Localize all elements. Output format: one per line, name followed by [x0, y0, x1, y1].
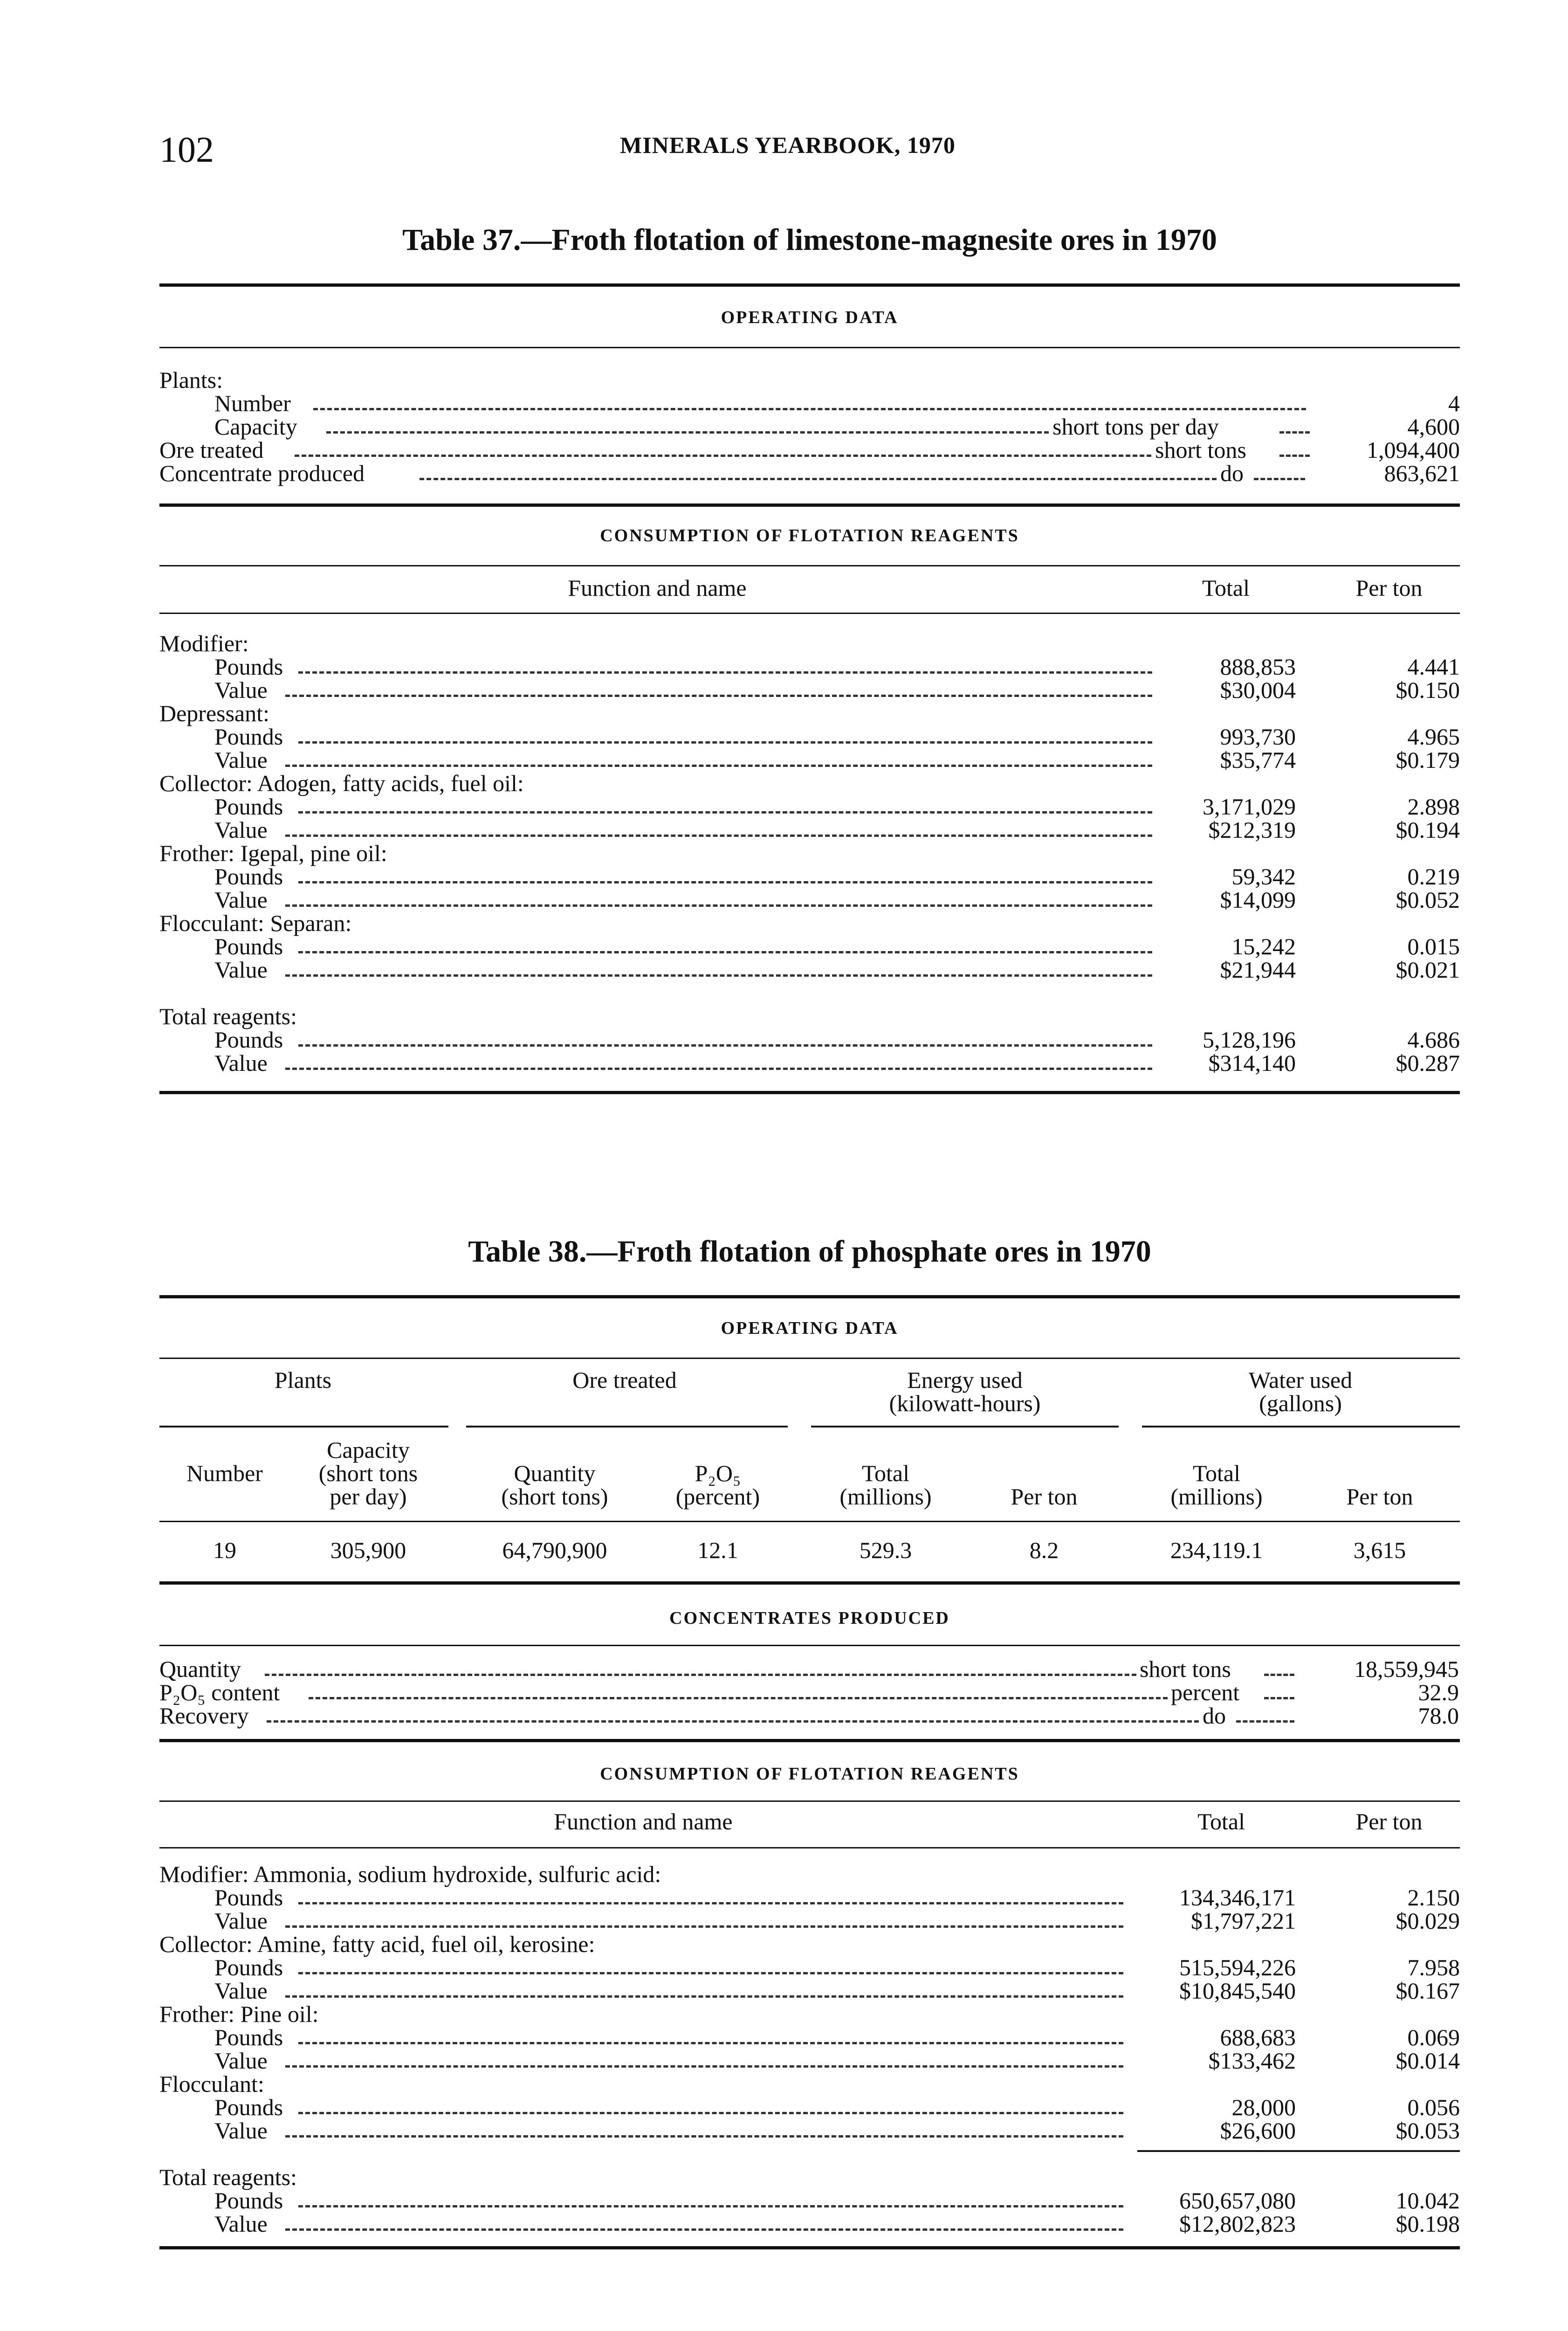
column-header: (short tons): [501, 1483, 608, 1510]
row-label: Concentrate produced: [159, 460, 365, 486]
total-cell: 59,342: [1231, 863, 1296, 890]
total-cell: $35,774: [1220, 747, 1296, 773]
pounds-label: Pounds: [214, 863, 283, 890]
group-label: Modifier: Ammonia, sodium hydroxide, sulfuric acid:: [159, 1861, 661, 1887]
value-label: Value: [214, 1978, 268, 2004]
data-cell: 3,615: [1353, 1537, 1406, 1563]
row-unit: short tons per day: [1052, 414, 1219, 440]
column-header: Number: [186, 1460, 263, 1486]
column-header: Per ton: [1346, 1483, 1413, 1510]
row-value: 1,094,400: [1367, 437, 1460, 463]
rule: [159, 1800, 1460, 1802]
data-cell: 305,900: [330, 1537, 406, 1563]
row-unit: short tons: [1140, 1656, 1231, 1682]
total-cell: 134,346,171: [1179, 1884, 1296, 1910]
group-label: Depressant:: [159, 700, 270, 726]
value-label: Value: [214, 677, 268, 703]
group-header: Plants: [274, 1367, 332, 1393]
table-38-title: Table 38.—Froth flotation of phosphate ores in 1970: [468, 1234, 1151, 1269]
group-label: Collector: Adogen, fatty acids, fuel oil:: [159, 770, 524, 796]
per-ton-cell: $0.194: [1396, 817, 1460, 843]
value-label: Value: [214, 2048, 268, 2074]
pounds-label: Pounds: [214, 793, 283, 820]
rule: [159, 1581, 1460, 1585]
total-cell: 993,730: [1220, 724, 1296, 750]
row-value: 32.9: [1418, 1679, 1459, 1705]
rule: [159, 1847, 1460, 1848]
column-header: Per ton: [1355, 575, 1423, 601]
column-header: Total: [1192, 1460, 1241, 1486]
row-unit: do: [1220, 460, 1244, 486]
column-header: (percent): [675, 1483, 760, 1510]
total-cell: $212,319: [1208, 817, 1296, 843]
rule: [159, 503, 1460, 507]
value-label: Value: [214, 817, 268, 843]
per-ton-cell: $0.198: [1396, 2211, 1460, 2237]
column-header: per day): [330, 1483, 407, 1510]
per-ton-cell: $0.014: [1396, 2048, 1460, 2074]
reagents-heading: CONSUMPTION OF FLOTATION REAGENTS: [600, 1764, 1019, 1784]
total-reagents-label: Total reagents:: [159, 2164, 297, 2190]
row-value: 18,559,945: [1354, 1656, 1459, 1682]
value-label: Value: [214, 957, 268, 983]
per-ton-cell: 2.150: [1407, 1884, 1460, 1910]
pounds-label: Pounds: [214, 2094, 283, 2120]
column-header: Per ton: [1011, 1483, 1078, 1510]
concentrates-heading: CONCENTRATES PRODUCED: [669, 1608, 950, 1628]
column-header: (short tons: [318, 1460, 418, 1486]
pounds-label: Pounds: [214, 1027, 283, 1053]
pounds-label: Pounds: [214, 1884, 283, 1910]
per-ton-cell: $0.029: [1396, 1908, 1460, 1934]
value-label: Value: [214, 1050, 268, 1076]
row-unit: do: [1203, 1703, 1226, 1729]
per-ton-cell: $0.053: [1396, 2117, 1460, 2144]
per-ton-cell: 0.069: [1407, 2024, 1460, 2050]
total-cell: 888,853: [1220, 654, 1296, 680]
per-ton-cell: $0.167: [1396, 1978, 1460, 2004]
value-label: Value: [214, 747, 268, 773]
rule: [159, 347, 1460, 348]
group-header: Ore treated: [572, 1367, 677, 1393]
column-header: Per ton: [1355, 1808, 1423, 1834]
rule: [159, 1521, 1460, 1522]
pounds-label: Pounds: [214, 654, 283, 680]
group-label: Flocculant: Separan:: [159, 910, 352, 936]
column-header: P₂O₅: [695, 1460, 741, 1486]
running-title: MINERALS YEARBOOK, 1970: [620, 132, 956, 158]
data-cell: 234,119.1: [1170, 1537, 1263, 1563]
total-cell: $14,099: [1220, 887, 1296, 913]
total-cell: $30,004: [1220, 677, 1296, 703]
row-unit: percent: [1171, 1679, 1240, 1705]
total-cell: 688,683: [1220, 2024, 1296, 2050]
column-header: Quantity: [514, 1460, 596, 1486]
rule: [159, 613, 1460, 614]
group-header: (kilowatt-hours): [889, 1390, 1041, 1416]
value-label: Value: [214, 2211, 268, 2237]
pounds-label: Pounds: [214, 724, 283, 750]
operating-data-heading: OPERATING DATA: [721, 308, 899, 327]
column-header: Total: [1202, 575, 1250, 601]
total-cell: $314,140: [1208, 1050, 1296, 1076]
reagents-heading: CONSUMPTION OF FLOTATION REAGENTS: [600, 526, 1019, 545]
pounds-label: Pounds: [214, 933, 283, 959]
row-label: Number: [214, 390, 291, 416]
data-cell: 12.1: [697, 1537, 738, 1563]
per-ton-cell: $0.150: [1396, 677, 1460, 703]
column-header: Capacity: [327, 1437, 410, 1463]
table-37-title: Table 37.—Froth flotation of limestone-magnesite ores in 1970: [402, 223, 1217, 257]
total-reagents-label: Total reagents:: [159, 1003, 297, 1029]
rule: [159, 1358, 1460, 1359]
pounds-label: Pounds: [214, 1954, 283, 1980]
per-ton-cell: 10.042: [1396, 2187, 1460, 2214]
per-ton-cell: 7.958: [1407, 1954, 1460, 1980]
group-header: Energy used: [907, 1367, 1023, 1393]
rule: [159, 1295, 1460, 1298]
row-value: 863,621: [1384, 460, 1460, 486]
total-cell: $12,802,823: [1179, 2211, 1296, 2237]
data-cell: 8.2: [1029, 1537, 1059, 1563]
column-header: Total: [861, 1460, 910, 1486]
pounds-label: Pounds: [214, 2187, 283, 2214]
column-header: Total: [1197, 1808, 1245, 1834]
group-label: Frother: Pine oil:: [159, 2001, 319, 2027]
row-value: 4,600: [1407, 414, 1460, 440]
total-cell: $10,845,540: [1179, 1978, 1296, 2004]
rule: [159, 2246, 1460, 2249]
total-cell: $26,600: [1220, 2117, 1296, 2144]
column-header: Function and name: [568, 575, 747, 601]
row-label: Recovery: [159, 1703, 249, 1729]
data-cell: 19: [213, 1537, 236, 1563]
per-ton-cell: 2.898: [1407, 793, 1460, 820]
rule: [159, 283, 1460, 287]
rule: [159, 565, 1460, 566]
per-ton-cell: 4.965: [1407, 724, 1460, 750]
per-ton-cell: 0.219: [1407, 863, 1460, 890]
total-cell: $1,797,221: [1191, 1908, 1296, 1934]
row-label: Ore treated: [159, 437, 264, 463]
row-label: Capacity: [214, 414, 297, 440]
rule: [159, 1091, 1460, 1094]
per-ton-cell: $0.052: [1396, 887, 1460, 913]
column-header: (millions): [1170, 1483, 1263, 1510]
group-header: Water used: [1248, 1367, 1353, 1393]
plants-label: Plants:: [159, 367, 223, 393]
per-ton-cell: 0.056: [1407, 2094, 1460, 2120]
per-ton-cell: 4.441: [1407, 654, 1460, 680]
value-label: Value: [214, 1908, 268, 1934]
rule: [159, 1645, 1460, 1646]
value-label: Value: [214, 2117, 268, 2144]
value-label: Value: [214, 887, 268, 913]
total-cell: $133,462: [1208, 2048, 1296, 2074]
per-ton-cell: $0.179: [1396, 747, 1460, 773]
per-ton-cell: 0.015: [1407, 933, 1460, 959]
per-ton-cell: $0.287: [1396, 1050, 1460, 1076]
pounds-label: Pounds: [214, 2024, 283, 2050]
row-value: 4: [1448, 390, 1460, 416]
data-cell: 64,790,900: [502, 1537, 607, 1563]
total-cell: 515,594,226: [1179, 1954, 1296, 1980]
rule: [159, 1739, 1460, 1742]
group-label: Flocculant:: [159, 2071, 264, 2097]
per-ton-cell: $0.021: [1396, 957, 1460, 983]
row-unit: short tons: [1155, 437, 1246, 463]
total-cell: 3,171,029: [1203, 793, 1296, 820]
total-cell: 15,242: [1231, 933, 1296, 959]
row-value: 78.0: [1418, 1703, 1459, 1729]
data-cell: 529.3: [859, 1537, 912, 1563]
group-header: (gallons): [1259, 1390, 1342, 1416]
total-cell: $21,944: [1220, 957, 1296, 983]
operating-data-heading: OPERATING DATA: [721, 1318, 899, 1338]
per-ton-cell: 4.686: [1407, 1027, 1460, 1053]
total-cell: 650,657,080: [1179, 2187, 1296, 2214]
page-number: 102: [159, 129, 214, 170]
total-cell: 5,128,196: [1203, 1027, 1296, 1053]
group-label: Frother: Igepal, pine oil:: [159, 840, 387, 866]
total-cell: 28,000: [1231, 2094, 1296, 2120]
column-header: Function and name: [554, 1808, 733, 1834]
row-label: P₂O₅ content: [159, 1679, 280, 1705]
group-label: Modifier:: [159, 630, 249, 656]
row-label: Quantity: [159, 1656, 241, 1682]
group-label: Collector: Amine, fatty acid, fuel oil, kerosine:: [159, 1931, 595, 1957]
column-header: (millions): [839, 1483, 932, 1510]
